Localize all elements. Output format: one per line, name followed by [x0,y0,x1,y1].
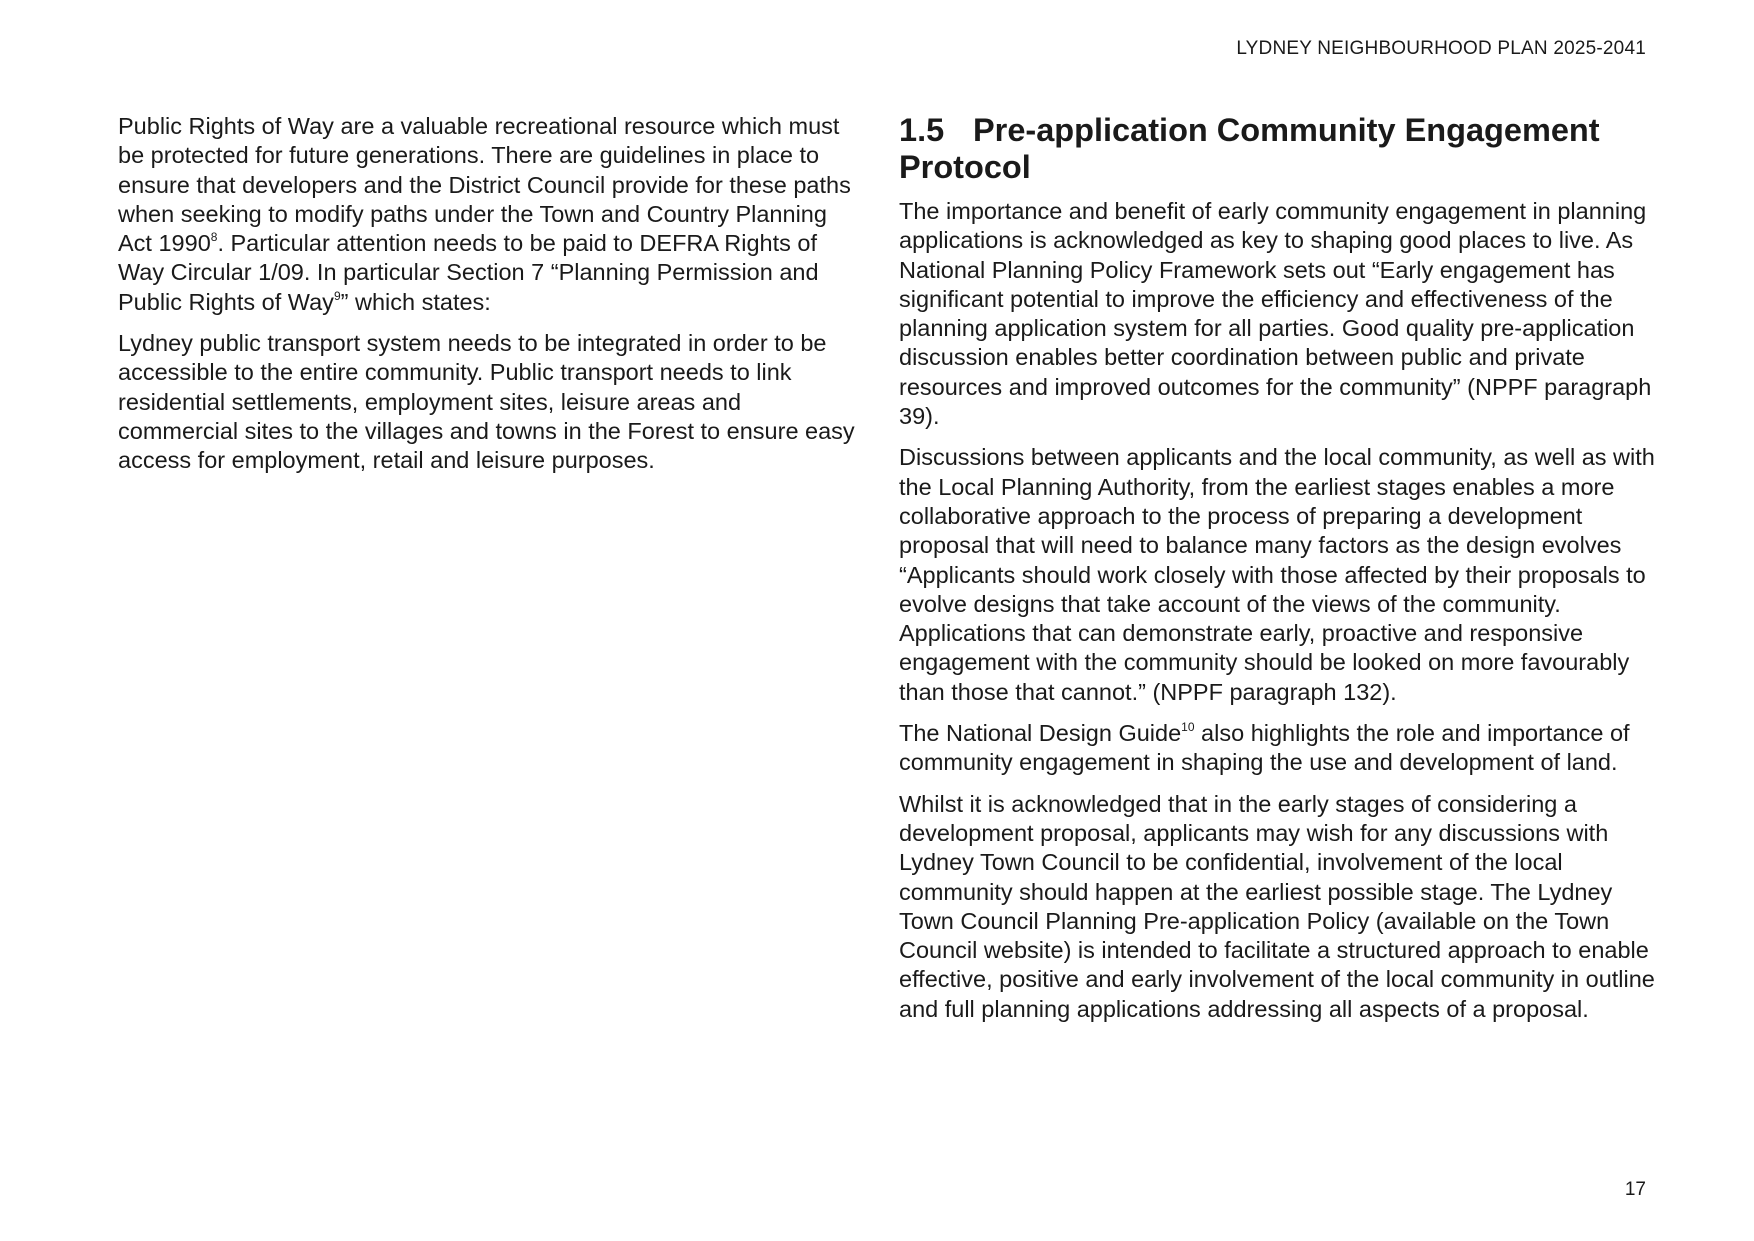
paragraph-text: ” which states: [340,288,491,315]
page-number: 17 [1624,1179,1646,1200]
paragraph-public-rights-of-way [118,112,858,317]
paragraph-text: . Particular attention needs to be paid to DEFRA Rights of Way Circular 1/09. In particular Section 7 “Planning Permission and Public Rights of Way [118,230,819,315]
paragraph-text: also highlights the role and importance of community engagement in shaping the use and development of land. [899,720,1630,776]
right-column [899,110,1659,1036]
footnote-marker[interactable]: 9 [333,288,341,303]
section-heading [899,112,1659,186]
paragraph-discussions: Discussions between applicants and the local community, as well as with the Local Planning Authority, from the earliest stages enables a more collaborative approach to the process of preparing a development proposal that will need to balance many factors as the design evolves “Applicants should work closely with those affected by their proposals to evolve designs that take account of the views of the community. Applications that can demonstrate early, proactive and responsive engagement with the community should be looked on more favourably than those that cannot.” (NPPF paragraph 132). [899,444,1655,705]
paragraph-text: Public Rights of Way are a valuable recreational resource which must be protected for future generations. There are guidelines in place to ensure that developers and the District Council provide for these paths when seeking to modify paths under the Town and Country Planning Act 1990 [118,113,851,257]
running-header: LYDNEY NEIGHBOURHOOD PLAN 2025-2041 [1236,38,1646,59]
paragraph-early-engagement: The importance and benefit of early community engagement in planning applications is acknowledged as key to shaping good places to live. As National Planning Policy Framework sets out “Early engagement has significant potential to improve the efficiency and effectiveness of the planning application system for all parties. Good quality pre-application discussion enables better coordination between public and private resources and improved outcomes for the community” (NPPF paragraph 39). [899,198,1652,430]
paragraph-text: The National Design Guide [899,720,1182,747]
paragraph-confidentiality: Whilst it is acknowledged that in the early stages of considering a development proposal, applicants may wish for any discussions with Lydney Town Council to be confidential, involvement of the local community should happen at the earliest possible stage. The Lydney Town Council Planning Pre-application Policy (available on the Town Council website) is intended to facilitate a structured approach to enable effective, positive and early involvement of the local community in outline and full planning applications addressing all aspects of a proposal. [899,790,1655,1022]
paragraph-national-design-guide [899,719,1659,778]
section-title: Pre-application Community Engagement Protocol [899,112,1600,185]
left-column [118,112,858,488]
footnote-marker[interactable]: 8 [210,230,218,245]
footnote-marker[interactable]: 10 [1181,720,1195,735]
section-number: 1.5 [899,112,945,148]
paragraph-public-transport: Lydney public transport system needs to be integrated in order to be accessible to the entire community. Public transport needs to link residential settlements, employment sites, leisure areas and commercial sites to the villages and towns in the Forest to ensure easy access for employment, retail and leisure purposes. [118,330,855,474]
